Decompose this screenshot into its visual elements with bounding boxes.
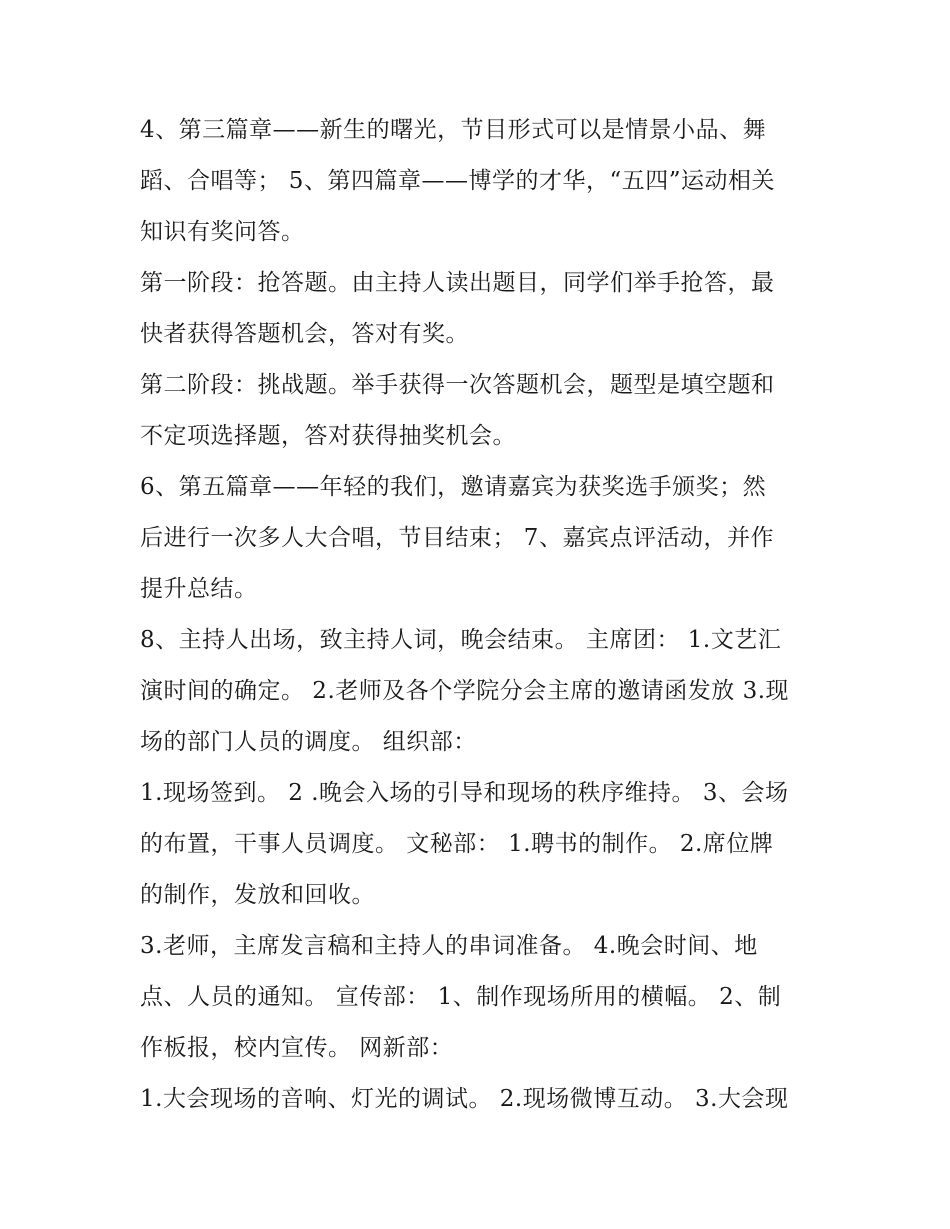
text-line: 的制作，发放和回收。 bbox=[140, 882, 375, 908]
text-line: 的布置，干事人员调度。 文秘部： 1.聘书的制作。 2.席位牌 bbox=[140, 831, 774, 857]
text-line: 作板报，校内宣传。 网新部： bbox=[140, 1035, 454, 1061]
text-line: 第二阶段：挑战题。举手获得一次答题机会，题型是填空题和 bbox=[140, 372, 775, 398]
text-line: 快者获得答题机会，答对有奖。 bbox=[140, 321, 469, 347]
text-line: 8、主持人出场，致主持人词，晚会结束。 主席团： 1.文艺汇 bbox=[140, 627, 782, 653]
text-line: 后进行一次多人大合唱，节目结束； 7、嘉宾点评活动，并作 bbox=[140, 525, 774, 551]
text-line: 6、第五篇章——年轻的我们，邀请嘉宾为获奖选手颁奖；然 bbox=[140, 474, 767, 500]
text-line: 点、人员的通知。 宣传部： 1、制作现场所用的横幅。 2、制 bbox=[140, 984, 782, 1010]
text-line: 演时间的确定。 2.老师及各个学院分会主席的邀请函发放 3.现 bbox=[140, 678, 790, 704]
text-line: 蹈、合唱等； 5、第四篇章——博学的才华，“五四”运动相关 bbox=[140, 168, 775, 194]
text-line: 3.老师，主席发言稿和主持人的串词准备。 4.晚会时间、地 bbox=[140, 933, 758, 959]
text-line: 第一阶段：抢答题。由主持人读出题目，同学们举手抢答，最 bbox=[140, 270, 775, 296]
document-body bbox=[140, 105, 820, 1125]
text-line: 知识有奖问答。 bbox=[140, 219, 305, 245]
text-line: 场的部门人员的调度。 组织部： bbox=[140, 729, 477, 755]
text-line: 1.现场签到。 2 .晚会入场的引导和现场的秩序维持。 3、会场 bbox=[140, 780, 789, 806]
text-line: 1.大会现场的音响、灯光的调试。 2.现场微博互动。 3.大会现 bbox=[140, 1086, 789, 1112]
text-line: 不定项选择题，答对获得抽奖机会。 bbox=[140, 423, 516, 449]
text-line: 4、第三篇章——新生的曙光，节目形式可以是情景小品、舞 bbox=[140, 117, 767, 143]
text-line: 提升总结。 bbox=[140, 576, 258, 602]
